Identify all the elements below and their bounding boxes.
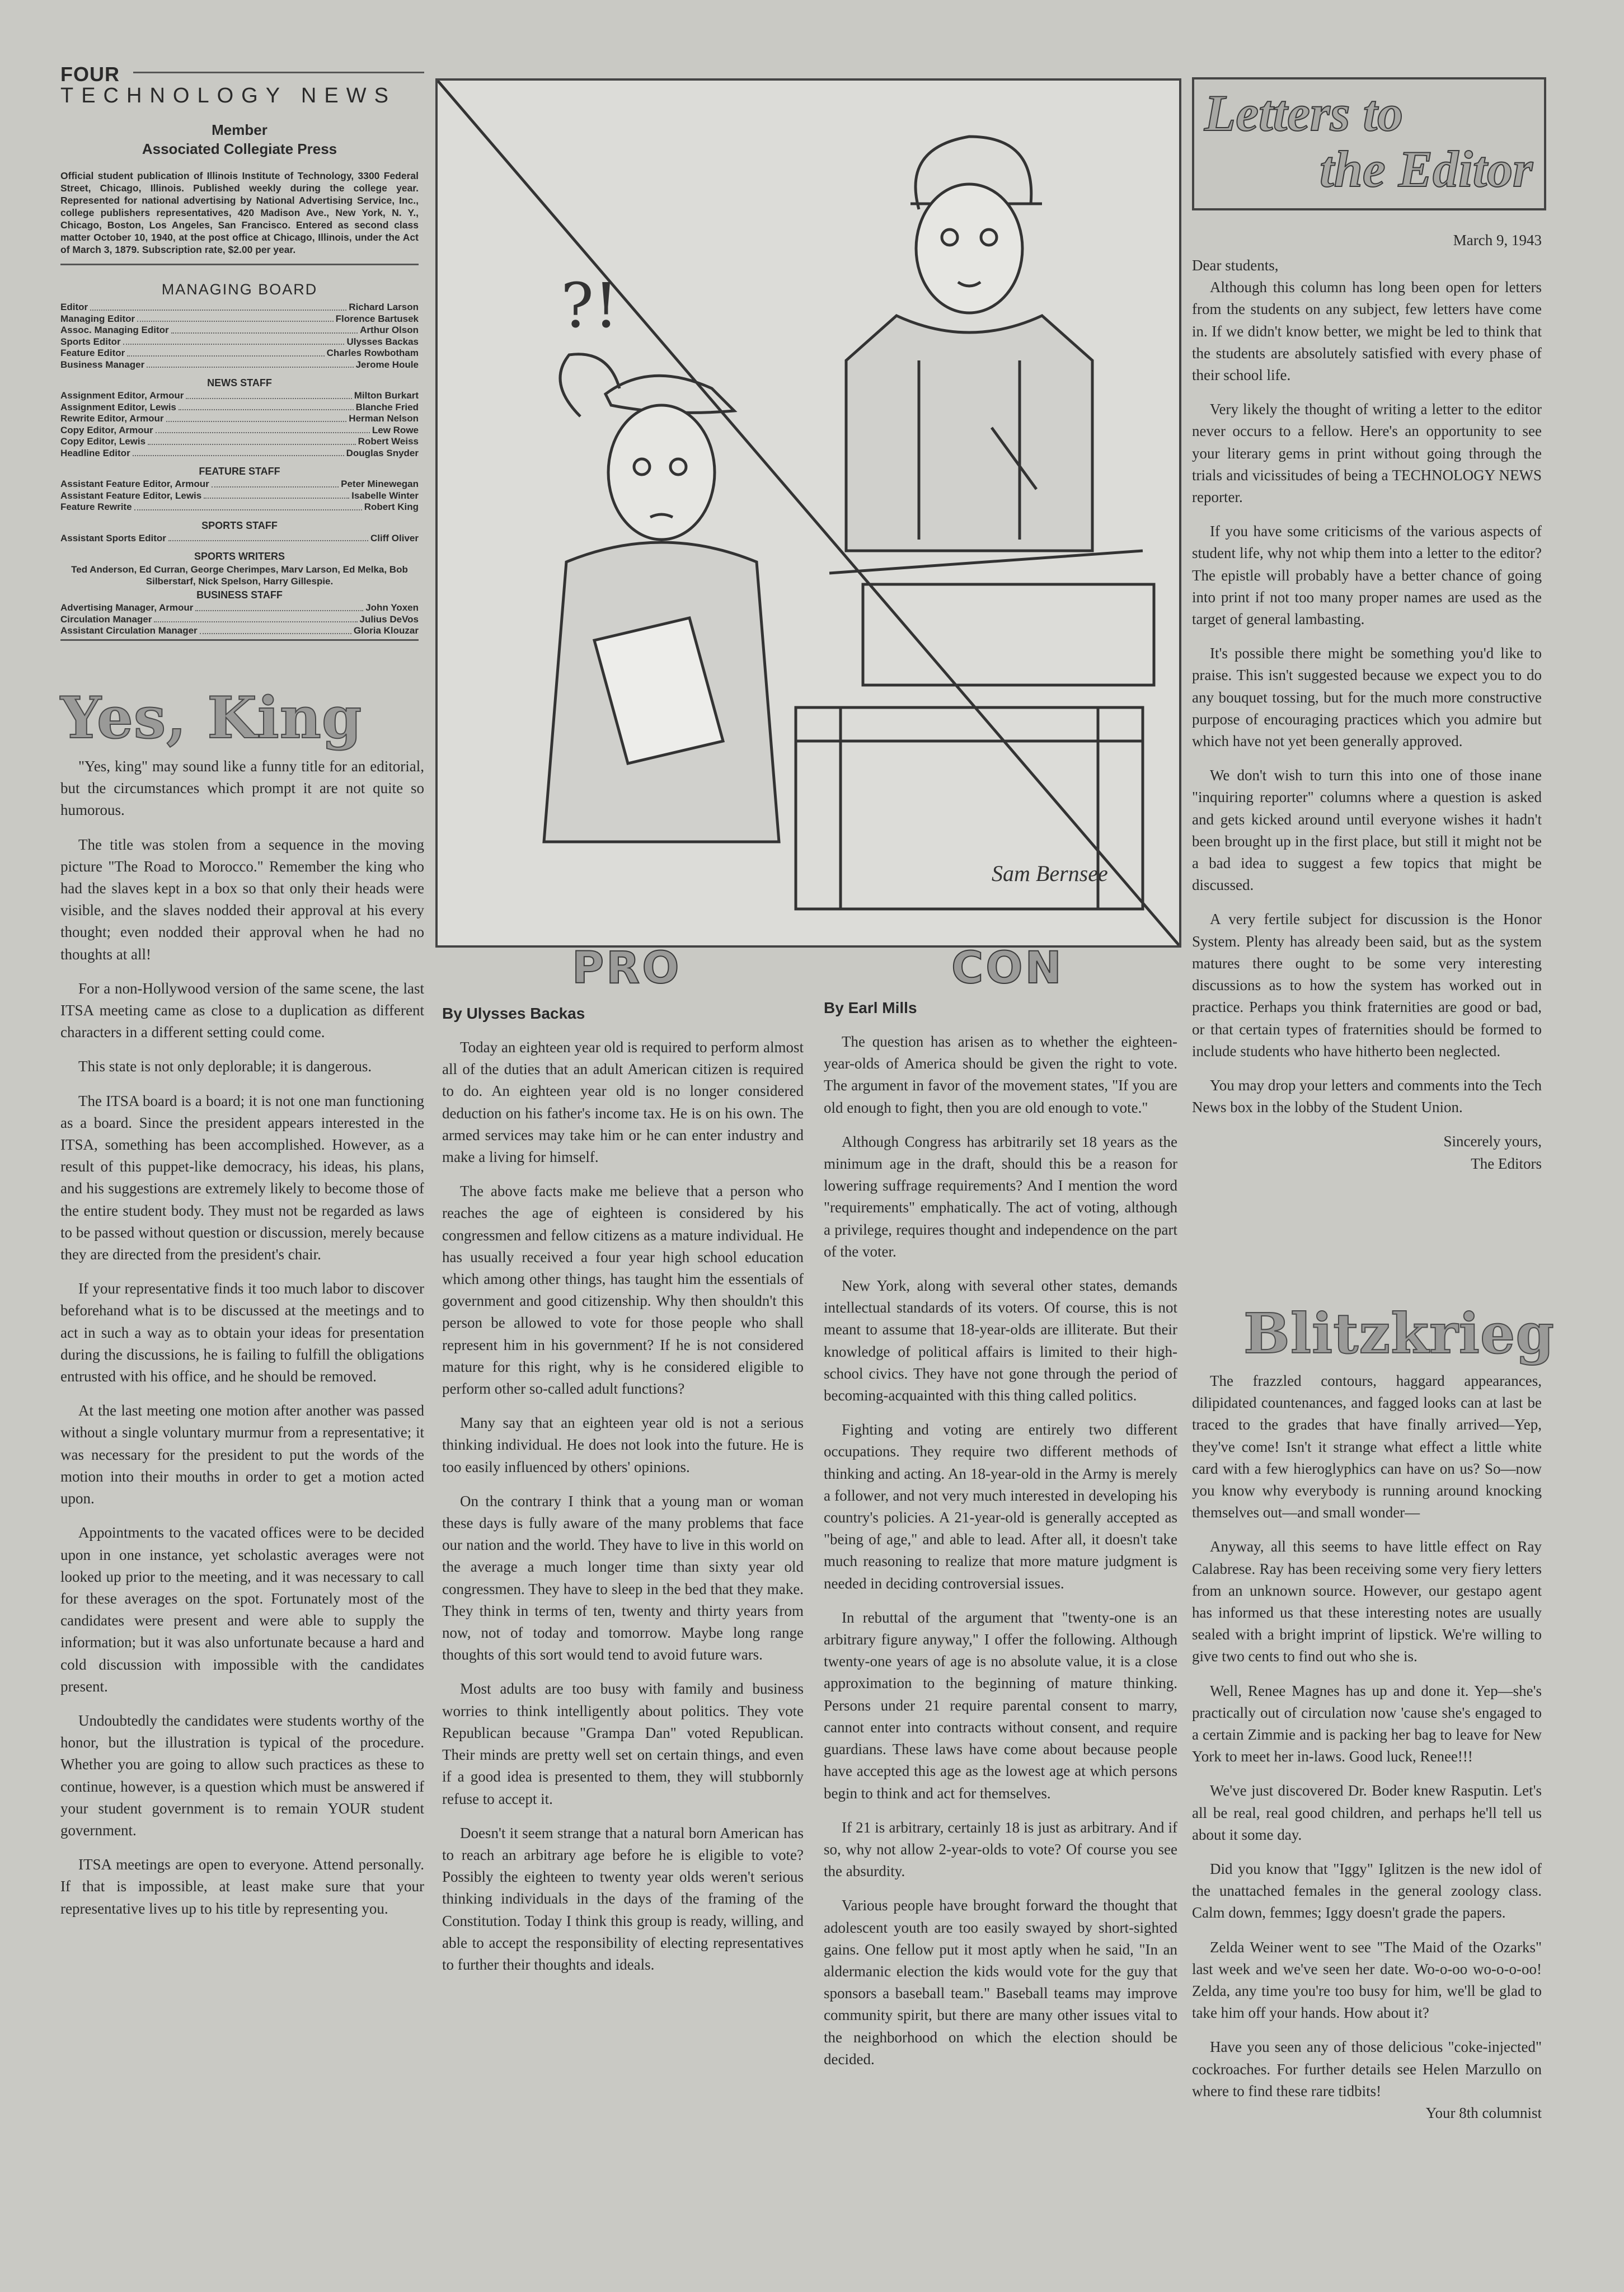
paragraph: The frazzled contours, haggard appearances, dilipidated countenances, and fagged looks can at last be traced to the grades that have finally arrived—Yep, they've come! Isn't it strange what effect a little white card with a few hieroglyphics can have on us? So—now you know why everybody is running around knocking themselves out—and small wonder—: [1192, 1372, 1542, 1521]
staff-row: [60, 614, 419, 626]
leader-dots: [123, 336, 345, 345]
news-staff-title: NEWS STAFF: [207, 377, 272, 388]
staff-row: [60, 490, 419, 502]
paragraph: If you have some criticisms of the various aspects of student life, why not whip them into a letter to the editor? The epistle will probably have a better chance of going into print if not too many proper names are used as the target of general lambasting.: [1192, 523, 1542, 628]
staff-name: Douglas Snyder: [346, 447, 419, 458]
staff-name: Cliff Oliver: [370, 532, 419, 543]
staff-row: [60, 348, 419, 359]
feature-staff-title: FEATURE STAFF: [199, 466, 280, 477]
con-article-body: [824, 1031, 1177, 2083]
paragraph: Although this column has long been open for letters from the students on any subject, few letters have come in. If we didn't know better, we might be led to think that the students are absolutely satisfied with every phase of their school life.: [1192, 279, 1542, 384]
letters-body: [1192, 255, 1542, 1175]
paragraph: New York, along with several other states, demands intellectual standards of its voters. Of course, this is not meant to assume that 18-year-olds are illiterate. But their knowledge of political affairs is limited to their high-school civics. They have not gone through the period of becoming-acquainted with this thing called politics.: [824, 1277, 1177, 1404]
leader-dots: [186, 390, 351, 399]
leader-dots: [212, 479, 339, 488]
staff-name: Gloria Klouzar: [353, 625, 419, 636]
letter-salutation: Dear students,: [1192, 257, 1279, 274]
paragraph: We don't wish to turn this into one of those inane "inquiring reporter" columns where a question is asked and gets kicked around until everyone wishes it hadn't been brought up in the first place, but still it might not be a bad idea to suggest a few topics that might be discussed.: [1192, 767, 1542, 894]
staff-name: Julius DeVos: [359, 613, 419, 625]
editorial-body: [60, 756, 424, 1932]
staff-row: [60, 313, 419, 325]
staff-role: Circulation Manager: [60, 613, 152, 625]
staff-role: Headline Editor: [60, 447, 130, 458]
pro-byline: By Ulysses Backas: [442, 1005, 585, 1022]
letters-heading-line2: the Editor: [1320, 140, 1533, 198]
staff-role: Assistant Feature Editor, Armour: [60, 479, 209, 489]
staff-role: Editor: [60, 302, 88, 312]
leader-dots: [179, 402, 354, 411]
staff-role: Business Manager: [60, 359, 145, 370]
paragraph: It's possible there might be something you'd like to praise. This isn't suggested because we expect you to do any bouquet tossing, but for the much more constructive purpose of encouraging practices which you admire but which have not yet been generally approved.: [1192, 645, 1542, 750]
staff-row: [60, 413, 419, 425]
paragraph: The title was stolen from a sequence in the moving picture "The Road to Morocco." Remember the king who had the slaves kept in a box so that only their heads were visible, and the slaves nodded their approval at his every thought; even nodded their approval when he had no thoughts at all!: [60, 836, 424, 963]
con-label: CON: [951, 943, 1064, 993]
staff-row: [60, 448, 419, 460]
staff-name: Herman Nelson: [349, 413, 419, 424]
leader-dots: [147, 359, 353, 368]
managing-board-title: MANAGING BOARD: [161, 281, 318, 298]
staff-role: Assoc. Managing Editor: [60, 325, 169, 335]
official-statement: Official student publication of Illinois Institute of Technology, 3300 Federal Street, Chicago, Illinois. Published weekly during the college year. Represented for national advertising by National Advertising Service, Inc., college publishers representatives, 420 Madison Ave., New York, N. Y., Chicago, Boston, Los Angeles, San Francisco. Entered as second class matter October 10, 1940, at the post office at Chicago, Illinois, under the Act of March 3, 1879. Subscription rate, $2.00 per year.: [60, 170, 419, 255]
ballot-box: [796, 707, 1143, 909]
staff-role: Assignment Editor, Lewis: [60, 401, 176, 413]
staff-role: Copy Editor, Armour: [60, 424, 153, 435]
paragraph: We've just discovered Dr. Boder knew Rasputin. Let's all be real, real good children, and perhaps he'll tell us about it some day.: [1192, 1782, 1542, 1843]
paragraph: A very fertile subject for discussion is the Honor System. Plenty has already been said, but as the system matures there ought to be some very interesting discussions as to how the system has worked out in practice. Perhaps you think fraternities are good or bad, or that certain types of fraternities should be formed to include students who have hitherto been neglected.: [1192, 911, 1542, 1060]
staff-name: Richard Larson: [349, 302, 419, 312]
staff-name: Charles Rowbotham: [326, 348, 419, 358]
feature-staff-list: [60, 479, 419, 513]
paragraph: Very likely the thought of writing a letter to the editor never occurs to a fellow. Here's an opportunity to see your literary gems in print without going through the trials and vicissitudes of being a TECHNOLOGY NEWS reporter.: [1192, 401, 1542, 506]
blitzkrieg-headline: Blitzkrieg: [1243, 1302, 1555, 1366]
staff-role: Feature Editor: [60, 348, 125, 358]
divider: [60, 639, 419, 641]
paragraph: Did you know that "Iggy" Iglitzen is the new idol of the unattached females in the general zoology class. Calm down, femmes; Iggy doesn't grade the papers.: [1192, 1860, 1542, 1921]
paragraph: Doesn't it seem strange that a natural born American has to reach an arbitrary age before he is eligible to vote? Possibly the eighteen to twenty year olds weren't serious thinking individuals in the days of the framing of the Constitution. Today I think this group is ready, willing, and able to accept the responsibility of electing representatives to further their thoughts and ideals.: [442, 1824, 804, 1973]
staff-name: Jerome Houle: [355, 359, 419, 370]
leader-dots: [137, 313, 333, 322]
editorial-headline: Yes, King: [60, 685, 363, 752]
paragraph: Various people have brought forward the thought that adolescent youth are too easily swayed by short-sighted gains. One fellow put it most aptly when he said, "In an aldermanic election the kids would vote for the guy that sponsors a baseball team." Baseball teams may improve community spirit, but there are many other issues vital to the neighborhood on which the election should be decided.: [824, 1897, 1177, 2068]
sports-writers-title: SPORTS WRITERS: [194, 551, 285, 562]
staff-role: Rewrite Editor, Armour: [60, 413, 164, 424]
letter-date: March 9, 1943: [1453, 232, 1542, 249]
paragraph: Zelda Weiner went to see "The Maid of the Ozarks" last week and we've seen her date. Wo-o-oo wo-o-o-oo! Zelda, any time you're too busy for him, we'll be glad to take him off your hands. How about it?: [1192, 1938, 1542, 2022]
staff-role: Sports Editor: [60, 336, 121, 347]
staff-row: [60, 602, 419, 614]
staff-row: [60, 436, 419, 448]
leader-dots: [200, 625, 351, 634]
leader-dots: [127, 348, 324, 357]
sports-staff-title: SPORTS STAFF: [201, 519, 278, 531]
staff-name: Arthur Olson: [360, 325, 419, 335]
leader-dots: [171, 325, 358, 334]
staff-row: [60, 533, 419, 545]
paragraph: Undoubtedly the candidates were students worthy of the honor, but the illustration is typical of the procedure. Whether you are going to allow such practices as these to continue, however, is a question which must be answered if your student government is to remain YOUR student government.: [60, 1712, 424, 1839]
news-staff-list: [60, 390, 419, 459]
letters-heading-box: [1192, 77, 1546, 210]
leader-dots: [168, 533, 368, 542]
staff-role: Assistant Feature Editor, Lewis: [60, 490, 202, 501]
page-number: FOUR: [60, 63, 120, 86]
business-staff-list: [60, 602, 419, 637]
paragraph: At the last meeting one motion after another was passed without a single voluntary murmur from a representative; it was necessary for the president to put the words of the motion into their mouths in order to get a motion acted upon.: [60, 1402, 424, 1507]
paragraph: Anyway, all this seems to have little effect on Ray Calabrese. Ray has been receiving some very fiery letters from an unknown source. However, our gestapo agent has informed us that these interesting notes are usually sealed with a bright imprint of lipstick. We're willing to give two cents to find out who she is.: [1192, 1538, 1542, 1665]
staff-name: John Yoxen: [365, 602, 419, 613]
paragraph: "Yes, king" may sound like a funny title for an editorial, but the circumstances which prompt it are not quite so humorous.: [60, 758, 424, 819]
paragraph: ITSA meetings are open to everyone. Attend personally. If that is impossible, at least make sure that your representative lives up to his title by representing you.: [60, 1856, 424, 1917]
pro-article-body: [442, 1037, 804, 1988]
staff-row: [60, 390, 419, 402]
business-staff-title: BUSINESS STAFF: [196, 589, 283, 601]
staff-name: Milton Burkart: [354, 390, 419, 401]
leader-dots: [90, 302, 346, 311]
paragraph: This state is not only deplorable; it is dangerous.: [78, 1058, 372, 1075]
paragraph: If your representative finds it too much labor to discover beforehand what is to be discussed at the meetings and to act in such a way as to obtain your ideas for presentation during the discussions, he is failing to fulfill the obligations entrusted with his office, and he should be removed.: [60, 1280, 424, 1385]
paragraph: Many say that an eighteen year old is not a serious thinking individual. He does not look into the future. He is too easily influenced by others' opinions.: [442, 1414, 804, 1475]
staff-name: Florence Bartusek: [335, 313, 419, 324]
con-byline: By Earl Mills: [824, 999, 917, 1016]
sports-staff-list: [60, 533, 419, 545]
leader-dots: [204, 490, 349, 499]
leader-dots: [148, 436, 356, 445]
member-line: Member: [212, 121, 267, 138]
staff-row: [60, 402, 419, 414]
leader-dots: [195, 602, 363, 611]
staff-row: [60, 359, 419, 371]
managing-board-list: [60, 302, 419, 371]
leader-dots: [154, 614, 357, 623]
staff-row: [60, 325, 419, 336]
paragraph: In rebuttal of the argument that "twenty-one is an arbitrary figure anyway," I offer the following. Although twenty-one years of age is no absolute value, it is a close approximation to the beginning of mature thinking. Persons under 21 require parental consent to marry, cannot enter into contracts without consent, and require guardians. These laws have come about because people have accepted this age as the lowest age at which persons begin to think and act for themselves.: [824, 1609, 1177, 1802]
paragraph: Most adults are too busy with family and business worries to think intelligently about politics. They vote Republican because "Grampa Dan" voted Republican. Their minds are pretty well set on certain things, and even if a good idea is presented to them, they will stubbornly refuse to accept it.: [442, 1680, 804, 1807]
paragraph: You may drop your letters and comments into the Tech News box in the lobby of the Student Union.: [1192, 1076, 1542, 1116]
leader-dots: [134, 501, 362, 510]
staff-role: Assistant Circulation Manager: [60, 625, 198, 636]
staff-role: Assignment Editor, Armour: [60, 390, 184, 401]
paragraph: Fighting and voting are entirely two different occupations. They require two different methods of thinking and acting. An 18-year-old in the Army is merely a follower, and not very much interested in developing his country's policies. A 21-year-old is generally accepted as "being of age," and able to lead. After all, it doesn't take much reasoning to realize that more mature judgment is needed in deciding controversial issues.: [824, 1421, 1177, 1592]
sports-writers-names: Ted Anderson, Ed Curran, George Cherimpes, Marv Larson, Ed Melka, Bob Silberstarf, Nick Spelson, Harry Gillespie.: [71, 564, 408, 587]
staff-role: Copy Editor, Lewis: [60, 436, 146, 447]
staff-row: [60, 501, 419, 513]
paragraph: Appointments to the vacated offices were to be decided upon in one instance, yet scholastic averages were not looked up prior to the meeting, and it was necessary to call for these averages on the spot. Fortunately most of the candidates were present and were able to supply the information; but it was also unfortunate because a hard and cold discussion with impossible with the candidates present.: [60, 1524, 424, 1695]
paragraph: The ITSA board is a board; it is not one man functioning as a board. Since the president appears interested in the ITSA, something has been accomplished. However, as a result of this puppet-like democracy, his ideas, his plans, and his suggestions are extremely likely to become those of the entire student body. They must not be regarded as laws to be passed without question or discussion, merely because they are directed from the president's chair.: [60, 1092, 424, 1263]
staff-name: Robert King: [364, 501, 419, 512]
staff-name: Peter Minewegan: [341, 479, 419, 489]
paragraph: Today an eighteen year old is required to perform almost all of the duties that an adult American citizen is required to do. An eighteen year old is no longer considered deduction on his father's income tax. He is on his own. The armed services may take him or he can enter industry and make a living for himself.: [442, 1039, 804, 1166]
paragraph: On the contrary I think that a young man or woman these days is fully aware of the many problems that face our nation and the world. They have to live in this world on the average a much longer time than sixty year old congressmen. They have to sleep in the bed that they make. They think in terms of ten, twenty and thirty years from now, not of today and tomorrow. Maybe long range thoughts of this sort would tend to avoid future wars.: [442, 1492, 804, 1663]
column-signoff: Your 8th columnist: [1425, 2104, 1542, 2122]
staff-row: [60, 425, 419, 437]
staff-name: Lew Rowe: [372, 424, 419, 435]
staff-row: [60, 625, 419, 637]
member-notice: [60, 120, 419, 158]
student-figure: [544, 270, 779, 842]
staff-role: Managing Editor: [60, 313, 135, 324]
letter-signoff: The Editors: [1471, 1155, 1542, 1172]
paragraph: For a non-Hollywood version of the same scene, the last ITSA meeting came as close to a duplication as different characters in a different setting could come.: [60, 979, 424, 1041]
press-line: Associated Collegiate Press: [142, 140, 337, 157]
staff-name: Blanche Fried: [355, 401, 419, 413]
svg-text:?!: ?!: [561, 270, 619, 341]
cartoon-drawing: [438, 81, 1179, 945]
letter-closing: Sincerely yours,: [1443, 1133, 1542, 1150]
staff-name: Isabelle Winter: [351, 490, 419, 501]
leader-dots: [166, 413, 347, 422]
paragraph: If 21 is arbitrary, certainly 18 is just as arbitrary. And if so, why not allow 2-year-olds to vote? Of course you see the absurdity.: [824, 1818, 1177, 1880]
leader-dots: [133, 448, 344, 457]
divider: [60, 264, 419, 265]
paragraph: Well, Renee Magnes has up and done it. Yep—she's practically out of circulation now 'cause she's engaged to a certain Zimmie and is packing her bag to leave for New York to meet her in-laws. Good luck, Renee!!!: [1192, 1682, 1542, 1765]
staff-name: Robert Weiss: [358, 436, 419, 447]
paragraph: Have you seen any of those delicious "coke-injected" cockroaches. For further details see Helen Marzullo on where to find these rare tidbits!: [1192, 2038, 1542, 2099]
cartoon-illustration: [435, 78, 1181, 948]
staff-row: [60, 302, 419, 313]
cartoonist-signature: Sam Bernsee: [992, 861, 1108, 886]
paragraph: The question has arisen as to whether the eighteen-year-olds of America should be given the right to vote. The argument in favor of the movement states, "If you are old enough to fight, then you are old enough to vote.": [824, 1033, 1177, 1116]
pro-label: PRO: [572, 943, 682, 993]
leader-dots: [156, 425, 370, 434]
paper-name: TECHNOLOGY NEWS: [60, 84, 396, 107]
staff-row: [60, 479, 419, 490]
staff-row: [60, 336, 419, 348]
letters-heading-line1: Letters to: [1204, 85, 1404, 142]
paragraph: The above facts make me believe that a person who reaches the age of eighteen is considered by his congressmen and fellow citizens as a mature individual. He has usually received a four year high school education which among other things, has taught him the essentials of government and good citizenship. Why then shouldn't this person be allowed to vote for those people who shall represent him in his government? If he is not considered mature for this right, why is he considered eligible to perform other so-called adult functions?: [442, 1183, 804, 1398]
staff-role: Advertising Manager, Armour: [60, 602, 194, 613]
blitzkrieg-body: [1192, 1370, 1542, 2124]
paragraph: Although Congress has arbitrarily set 18 years as the minimum age in the draft, should this be a reason for lowering suffrage requirements? And I mention the word "requirements" emphatically. The act of voting, although a privilege, requires thought and independence on the part of the voter.: [824, 1133, 1177, 1260]
masthead-rule: [133, 72, 424, 73]
staff-name: Ulysses Backas: [346, 336, 419, 347]
staff-role: Feature Rewrite: [60, 501, 132, 512]
staff-role: Assistant Sports Editor: [60, 532, 166, 543]
masthead: [60, 63, 419, 641]
officer-figure: [829, 137, 1154, 685]
